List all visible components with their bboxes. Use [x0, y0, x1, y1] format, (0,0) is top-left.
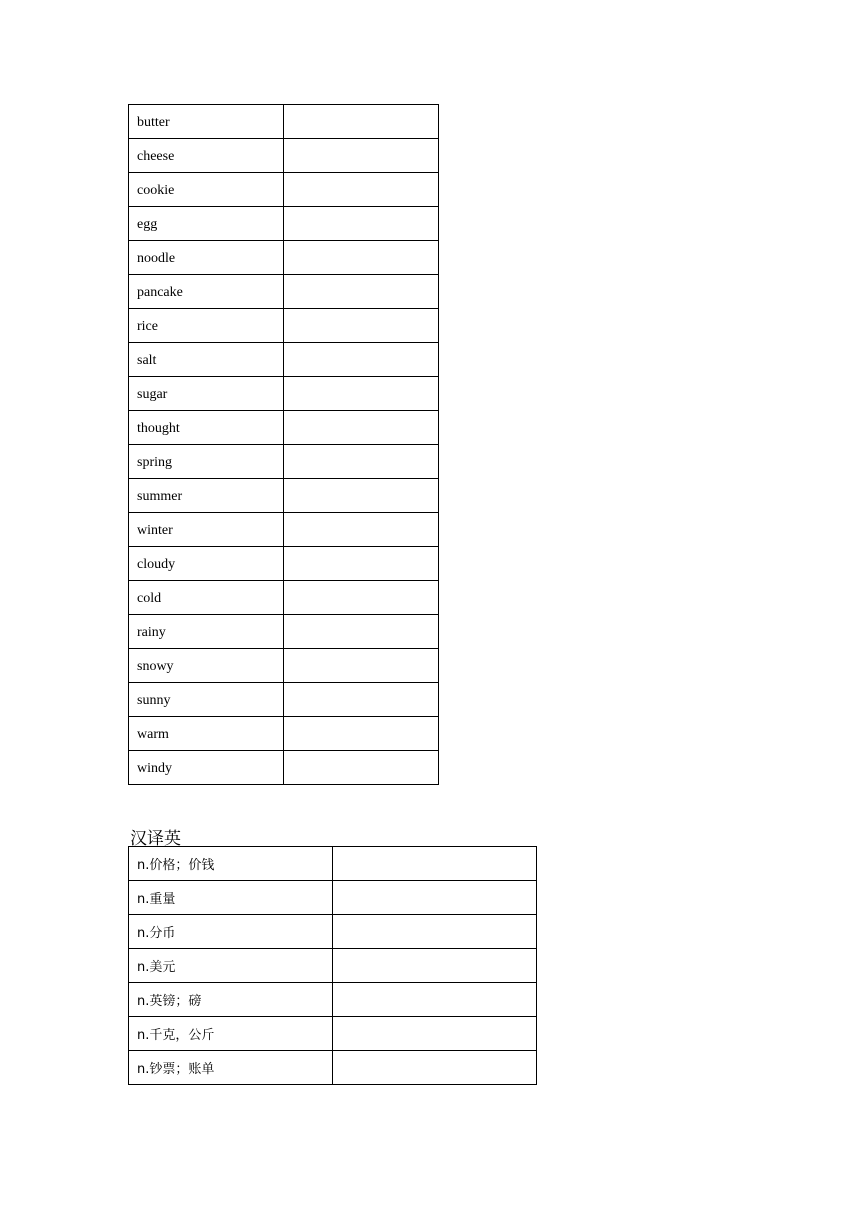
- english-word-cell: sunny: [129, 683, 284, 717]
- table-row: [129, 411, 439, 445]
- table-row: [129, 915, 537, 949]
- table-row: [129, 513, 439, 547]
- english-word-cell: thought: [129, 411, 284, 445]
- chinese-word-cell: n.重量: [129, 881, 333, 915]
- english-word-cell: rainy: [129, 615, 284, 649]
- table-row: [129, 309, 439, 343]
- chinese-word-cell: n.钞票；账单: [129, 1051, 333, 1085]
- english-word-cell: noodle: [129, 241, 284, 275]
- answer-blank-cell[interactable]: [284, 173, 439, 207]
- table-row: [129, 479, 439, 513]
- table-row: [129, 207, 439, 241]
- table-row: [129, 173, 439, 207]
- answer-blank-cell[interactable]: [284, 445, 439, 479]
- answer-blank-cell[interactable]: [284, 105, 439, 139]
- answer-blank-cell[interactable]: [333, 1051, 537, 1085]
- answer-blank-cell[interactable]: [284, 207, 439, 241]
- chinese-word-cell: n.美元: [129, 949, 333, 983]
- answer-blank-cell[interactable]: [284, 275, 439, 309]
- table-row: [129, 139, 439, 173]
- english-word-cell: salt: [129, 343, 284, 377]
- answer-blank-cell[interactable]: [284, 751, 439, 785]
- answer-blank-cell[interactable]: [333, 915, 537, 949]
- chinese-word-cell: n.英镑；磅: [129, 983, 333, 1017]
- section-title: 汉译英: [130, 829, 181, 849]
- table-row: [129, 1051, 537, 1085]
- table-row: [129, 581, 439, 615]
- table-row: [129, 751, 439, 785]
- english-word-cell: snowy: [129, 649, 284, 683]
- table-row: [129, 275, 439, 309]
- english-word-cell: spring: [129, 445, 284, 479]
- answer-blank-cell[interactable]: [333, 949, 537, 983]
- table-row: [129, 717, 439, 751]
- english-word-cell: cheese: [129, 139, 284, 173]
- answer-blank-cell[interactable]: [284, 717, 439, 751]
- chinese-word-cell: n.价格；价钱: [129, 847, 333, 881]
- english-word-cell: butter: [129, 105, 284, 139]
- english-word-cell: cold: [129, 581, 284, 615]
- table-row: [129, 683, 439, 717]
- english-word-cell: warm: [129, 717, 284, 751]
- table-row: [129, 615, 439, 649]
- english-word-cell: rice: [129, 309, 284, 343]
- table-row: [129, 241, 439, 275]
- table-row: [129, 377, 439, 411]
- answer-blank-cell[interactable]: [284, 479, 439, 513]
- table-row: [129, 343, 439, 377]
- english-word-cell: cookie: [129, 173, 284, 207]
- answer-blank-cell[interactable]: [333, 1017, 537, 1051]
- chinese-word-cell: n.千克，公斤: [129, 1017, 333, 1051]
- answer-blank-cell[interactable]: [333, 983, 537, 1017]
- answer-blank-cell[interactable]: [284, 241, 439, 275]
- answer-blank-cell[interactable]: [284, 513, 439, 547]
- english-word-cell: summer: [129, 479, 284, 513]
- english-word-cell: windy: [129, 751, 284, 785]
- english-word-cell: egg: [129, 207, 284, 241]
- answer-blank-cell[interactable]: [284, 581, 439, 615]
- answer-blank-cell[interactable]: [284, 649, 439, 683]
- chinese-to-english-table-body: [129, 847, 537, 1085]
- english-to-chinese-table: [128, 104, 439, 785]
- chinese-to-english-table: [128, 846, 537, 1085]
- answer-blank-cell[interactable]: [333, 847, 537, 881]
- english-to-chinese-table-body: [129, 105, 439, 785]
- table-row: [129, 949, 537, 983]
- answer-blank-cell[interactable]: [284, 377, 439, 411]
- answer-blank-cell[interactable]: [284, 547, 439, 581]
- english-word-cell: sugar: [129, 377, 284, 411]
- answer-blank-cell[interactable]: [284, 411, 439, 445]
- table-row: [129, 983, 537, 1017]
- answer-blank-cell[interactable]: [284, 615, 439, 649]
- answer-blank-cell[interactable]: [284, 683, 439, 717]
- table-row: [129, 649, 439, 683]
- answer-blank-cell[interactable]: [284, 139, 439, 173]
- table-row: [129, 445, 439, 479]
- table-row: [129, 881, 537, 915]
- table-row: [129, 847, 537, 881]
- english-word-cell: cloudy: [129, 547, 284, 581]
- chinese-word-cell: n.分币: [129, 915, 333, 949]
- table-row: [129, 105, 439, 139]
- english-word-cell: winter: [129, 513, 284, 547]
- answer-blank-cell[interactable]: [284, 309, 439, 343]
- english-word-cell: pancake: [129, 275, 284, 309]
- answer-blank-cell[interactable]: [333, 881, 537, 915]
- table-row: [129, 547, 439, 581]
- table-row: [129, 1017, 537, 1051]
- answer-blank-cell[interactable]: [284, 343, 439, 377]
